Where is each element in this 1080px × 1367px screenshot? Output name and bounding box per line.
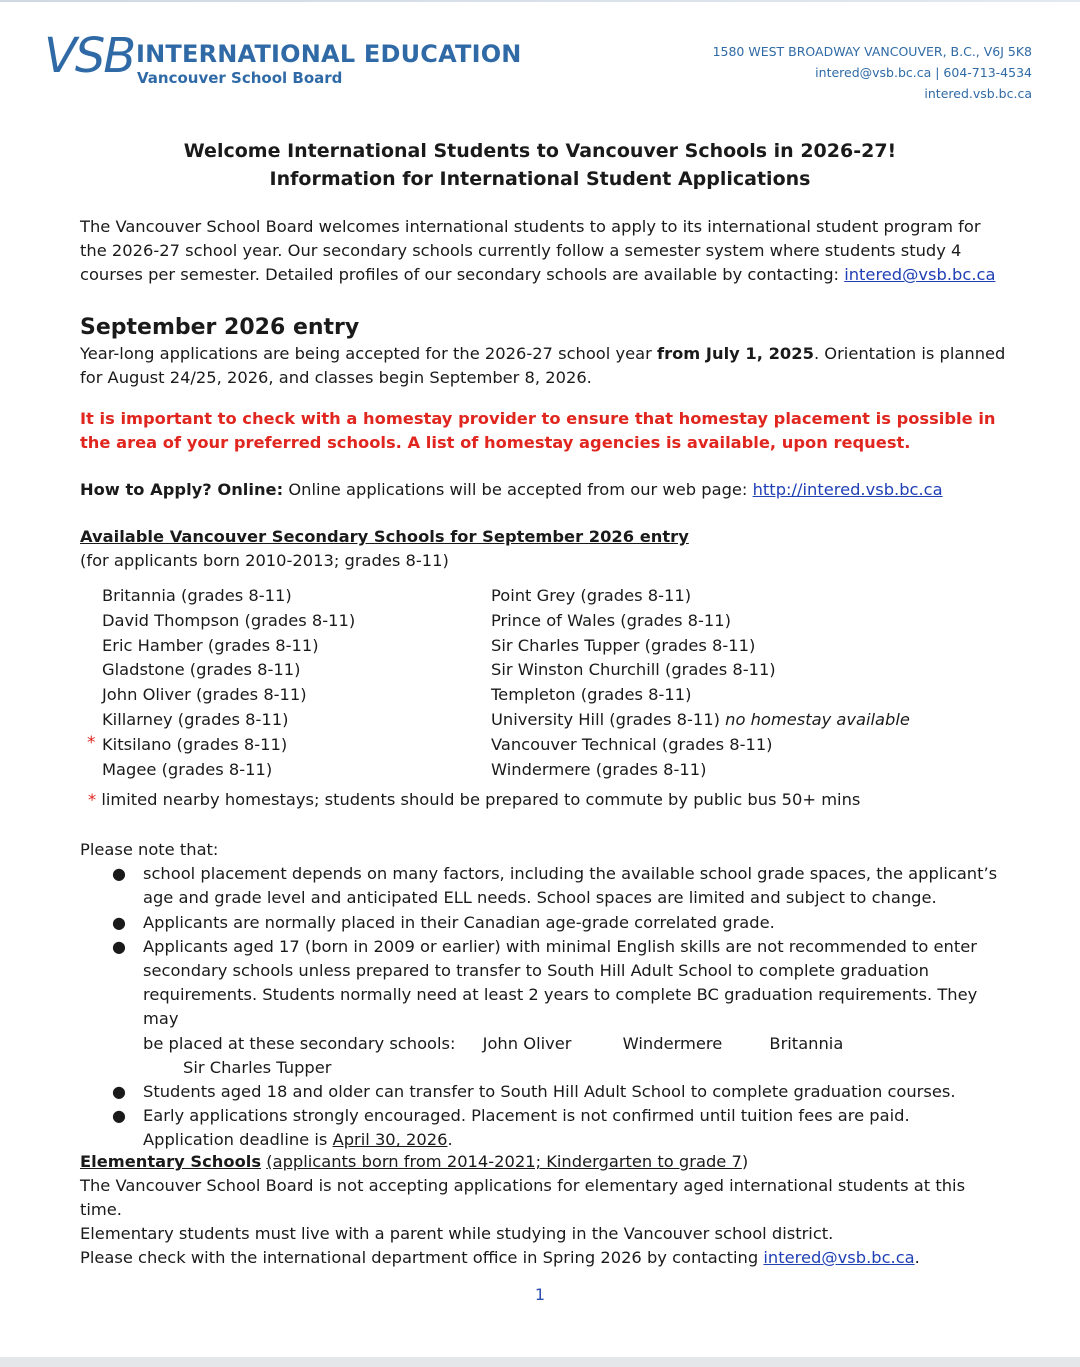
list-item <box>80 1080 1010 1104</box>
intro-paragraph <box>80 215 1010 287</box>
elementary-line-1: The Vancouver School Board is not accepting applications for elementary aged international students at this time. <box>80 1176 966 1219</box>
school-item: Sir Winston Churchill (grades 8-11) <box>491 660 776 680</box>
school-item: Point Grey (grades 8-11) <box>491 586 692 605</box>
homestay-warning: It is important to check with a homestay provider to ensure that homestay placement is possible in the area of your preferred schools. A list of homestay agencies is available, upon request. <box>80 409 996 452</box>
school-item: Sir Charles Tupper (grades 8-11) <box>491 635 756 655</box>
asterisk-mark: * <box>87 732 96 753</box>
notes-intro <box>80 838 1010 862</box>
placement-school: John Oliver <box>482 1033 572 1053</box>
bullet-icon: ● <box>112 1106 126 1126</box>
school-item: Prince of Wales (grades 8-11) <box>491 610 731 630</box>
address: 1580 WEST BROADWAY VANCOUVER, B.C., V6J 5K8 <box>712 44 1032 59</box>
page-bottom-shadow <box>0 1357 1080 1367</box>
schools-right-column <box>491 584 910 782</box>
secondary-section <box>80 525 1010 573</box>
contact-line: intered@vsb.bc.ca | 604-713-4534 <box>815 65 1032 80</box>
placement-school: Sir Charles Tupper <box>183 1057 332 1077</box>
list-item <box>80 935 1010 1080</box>
list-item <box>80 911 1010 935</box>
apply-url-link[interactable]: http://intered.vsb.bc.ca <box>752 480 943 499</box>
elementary-line-3 <box>80 1246 1010 1270</box>
school-item: Eric Hamber (grades 8-11) <box>102 635 319 655</box>
bullet-text: Early applications strongly encouraged. Placement is not confirmed until tuition fees are paid. <box>143 1106 910 1126</box>
website: intered.vsb.bc.ca <box>924 86 1032 101</box>
bullet-text: Applicants aged 17 (born in 2009 or earlier) with minimal English skills are not recommended to enter secondary schools unless prepared to transfer to South Hill Adult School to complete graduation requirements. Students normally need at least 2 years to complete BC graduation requirements. They may <box>143 936 978 1029</box>
elementary-heading: Elementary Schools <box>80 1152 262 1171</box>
list-item <box>80 862 1010 910</box>
placement-lead: be placed at these secondary schools: <box>143 1033 456 1053</box>
september-paragraph <box>80 342 1010 390</box>
elementary-subheading-close: ) <box>741 1152 749 1171</box>
elementary-subheading: (applicants born from 2014-2021; Kindergarten to grade 7 <box>266 1152 742 1171</box>
no-homestay-note: no homestay available <box>725 709 910 729</box>
elementary-email-link[interactable]: intered@vsb.bc.ca <box>763 1248 915 1267</box>
bullet-icon: ● <box>112 912 126 932</box>
september-heading: September 2026 entry <box>80 315 360 340</box>
elementary-heading-row <box>80 1150 1010 1174</box>
placement-school: Britannia <box>769 1033 844 1053</box>
school-item-label: University Hill (grades 8-11) <box>491 709 720 729</box>
bullet-icon: ● <box>112 864 126 884</box>
elementary-line-2: Elementary students must live with a parent while studying in the Vancouver school district. <box>80 1224 834 1243</box>
notes-intro-text: Please note that: <box>80 840 219 859</box>
deadline-label: Application deadline is <box>143 1130 328 1150</box>
elementary-section <box>80 1150 1010 1270</box>
school-item: Vancouver Technical (grades 8-11) <box>491 734 773 754</box>
org-subtitle: Vancouver School Board <box>137 69 343 87</box>
vsb-logo: VSB <box>44 28 135 84</box>
document-title <box>0 137 1080 193</box>
intro-email-link[interactable]: intered@vsb.bc.ca <box>844 265 996 284</box>
title-line-1: Welcome International Students to Vancouver Schools in 2026-27! <box>183 140 897 162</box>
school-item: David Thompson (grades 8-11) <box>102 610 356 630</box>
apply-label: How to Apply? Online: <box>80 480 284 499</box>
september-text-before: Year-long applications are being accepted for the 2026-27 school year <box>80 344 652 363</box>
september-date-bold: from July 1, 2025 <box>656 344 814 363</box>
asterisk-mark: * <box>88 790 97 809</box>
bullet-text: Students aged 18 and older can transfer to South Hill Adult School to complete graduation courses. <box>143 1082 956 1102</box>
school-item: Killarney (grades 8-11) <box>102 709 289 729</box>
asterisk-footnote <box>88 788 860 812</box>
school-item-university-hill <box>491 708 910 733</box>
deadline-period: . <box>447 1130 453 1150</box>
deadline-date: April 30, 2026 <box>332 1130 448 1150</box>
school-item: Templeton (grades 8-11) <box>491 685 692 705</box>
asterisk-footnote-text: limited nearby homestays; students should be prepared to commute by public bus 50+ mins <box>101 790 861 809</box>
school-item: Magee (grades 8-11) <box>102 759 273 779</box>
org-title: INTERNATIONAL EDUCATION <box>136 40 522 68</box>
elementary-line-3-text: Please check with the international department office in Spring 2026 by contacting <box>80 1248 759 1267</box>
bullet-text: Applicants are normally placed in their Canadian age-grade correlated grade. <box>143 912 775 932</box>
school-item: Gladstone (grades 8-11) <box>102 660 301 680</box>
secondary-heading: Available Vancouver Secondary Schools for September 2026 entry <box>80 527 689 546</box>
period: . <box>914 1248 920 1267</box>
contact-block <box>713 41 1032 104</box>
school-item: Britannia (grades 8-11) <box>102 586 292 605</box>
notes-section <box>80 838 1010 1153</box>
bullet-icon: ● <box>112 1082 126 1102</box>
notes-list <box>80 862 1010 1152</box>
list-item <box>80 1104 1010 1152</box>
intro-text: The Vancouver School Board welcomes international students to apply to its international student program for the 2026-27 school year. Our secondary schools currently follow a semester system where students study 4 courses per semester. Detailed profiles of our secondary schools are available by contacting: <box>80 217 981 284</box>
schools-left-column <box>87 584 356 782</box>
placement-schools-row <box>143 1034 843 1077</box>
apply-text: Online applications will be accepted from our web page: <box>288 480 748 499</box>
school-item-kitsilano <box>87 732 355 758</box>
september-text-after: . Orientation is planned for August 24/25, 2026, and classes begin September 8, 2026. <box>80 344 1006 387</box>
secondary-subheading: (for applicants born 2010-2013; grades 8-11) <box>80 551 449 570</box>
school-item: Windermere (grades 8-11) <box>491 759 707 779</box>
school-item-label: Kitsilano (grades 8-11) <box>102 734 288 754</box>
bullet-text: school placement depends on many factors, including the available school grade spaces, the applicant’s age and grade level and anticipated ELL needs. School spaces are limited and subject to change. <box>143 864 998 908</box>
placement-school: Windermere <box>622 1033 723 1053</box>
title-line-2: Information for International Student Applications <box>269 168 811 190</box>
document-page <box>0 2 1080 1357</box>
bullet-icon: ● <box>112 936 126 956</box>
how-to-apply <box>80 478 1010 502</box>
school-item: John Oliver (grades 8-11) <box>102 685 307 705</box>
page-number: 1 <box>534 1285 546 1304</box>
